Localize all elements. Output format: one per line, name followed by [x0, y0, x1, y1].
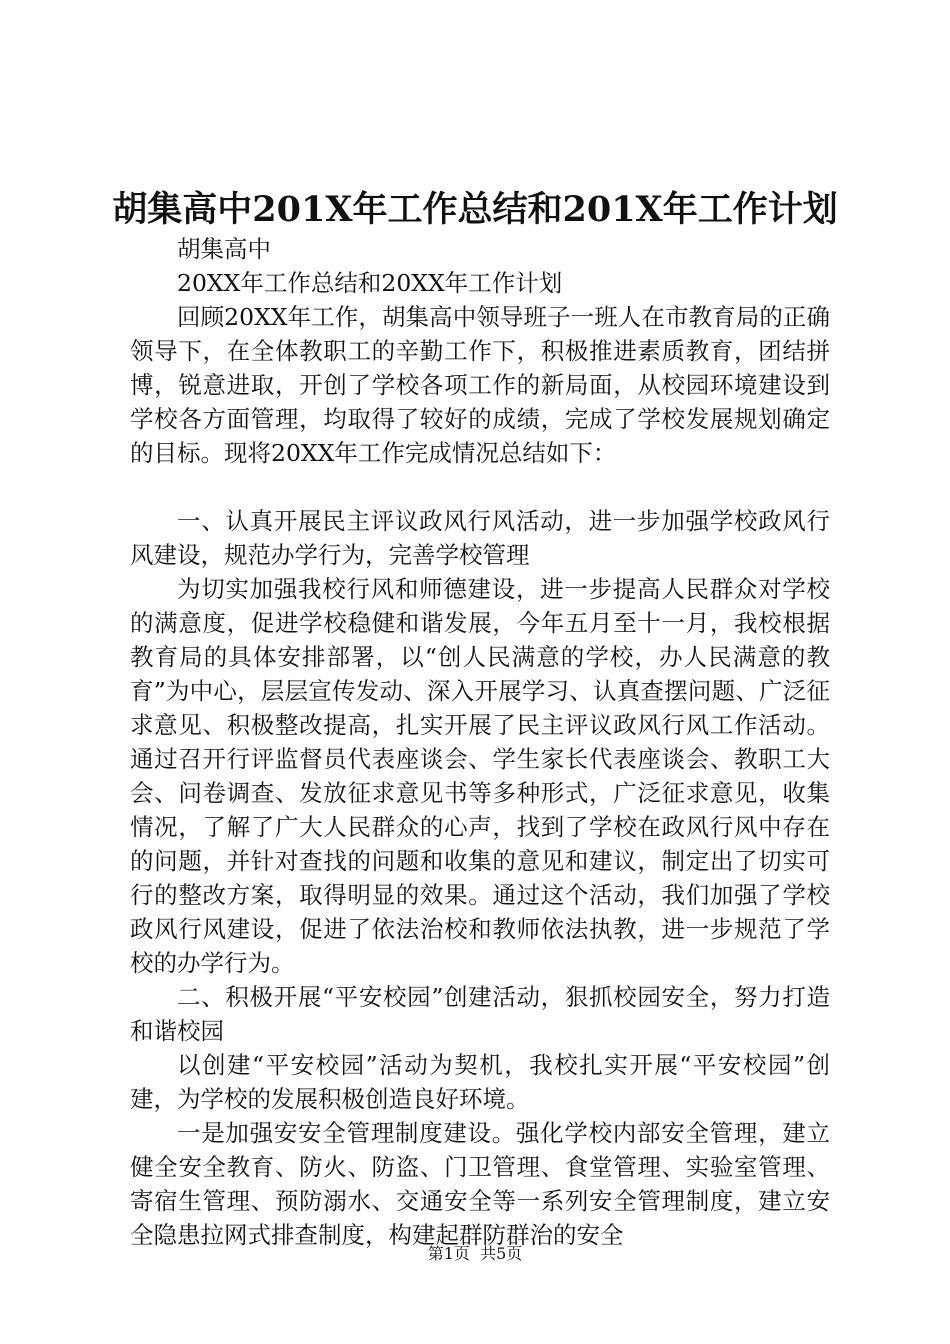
- document-title: 胡集高中201X年工作总结和201X年工作计划: [112, 189, 838, 230]
- paragraph-section-1-body: 为切实加强我校行风和师德建设，进一步提高人民群众对学校的满意度，促进学校稳健和谐发展，今年五月至十一月，我校根据教育局的具体安排部署，以“创人民满意的学校，办人民满意的教育”为中心，层层宣传发动、深入开展学习、认真查摆问题、广泛征求意见、积极整改提高，扎实开展了民主评议政风行风工作活动。通过召开行评监督员代表座谈会、学生家长代表座谈会、教职工大会、问卷调查、发放征求意见书等多种形式，广泛征求意见，收集情况，了解了广大人民群众的心声，找到了学校在政风行风中存在的问题，并针对查找的问题和收集的意见和建议，制定出了切实可行的整改方案，取得明显的效果。通过这个活动，我们加强了学校政风行风建设，促进了依法治校和教师依法执教，进一步规范了学校的办学行为。: [130, 575, 830, 977]
- paragraph-section-2-heading: 二、积极开展“平安校园”创建活动，狠抓校园安全，努力打造和谐校园: [130, 983, 830, 1045]
- paragraph-section-2-point-1: 一是加强安安全管理制度建设。强化学校内部安全管理，建立健全安全教育、防火、防盗、门卫管理、食堂管理、实验室管理、寄宿生管理、预防溺水、交通安全等一系列安全管理制度，建立安全隐患拉网式排查制度，构建起群防群治的安全: [130, 1119, 830, 1249]
- paragraph-section-2-intro: 以创建“平安校园”活动为契机，我校扎实开展“平安校园”创建，为学校的发展积极创造良好环境。: [130, 1051, 830, 1113]
- paragraph-intro: 回顾20XX年工作，胡集高中领导班子一班人在市教育局的正确领导下，在全体教职工的辛勤工作下，积极推进素质教育，团结拼博，锐意进取，开创了学校各项工作的新局面，从校园环境建设到学校各方面管理，均取得了较好的成绩，完成了学校发展规划确定的目标。现将20XX年工作完成情况总结如下：: [130, 303, 830, 467]
- paragraph-school-name: 胡集高中: [177, 235, 271, 263]
- page-footer: [0, 1243, 950, 1265]
- paragraph-subtitle: 20XX年工作总结和20XX年工作计划: [177, 269, 563, 297]
- paragraph-section-1-heading: 一、认真开展民主评议政风行风活动，进一步加强学校政风行风建设，规范办学行为，完善学校管理: [130, 507, 830, 569]
- page-total: 共5页: [480, 1244, 523, 1263]
- page-number: 第1页: [427, 1244, 470, 1263]
- document-body: [130, 232, 830, 1252]
